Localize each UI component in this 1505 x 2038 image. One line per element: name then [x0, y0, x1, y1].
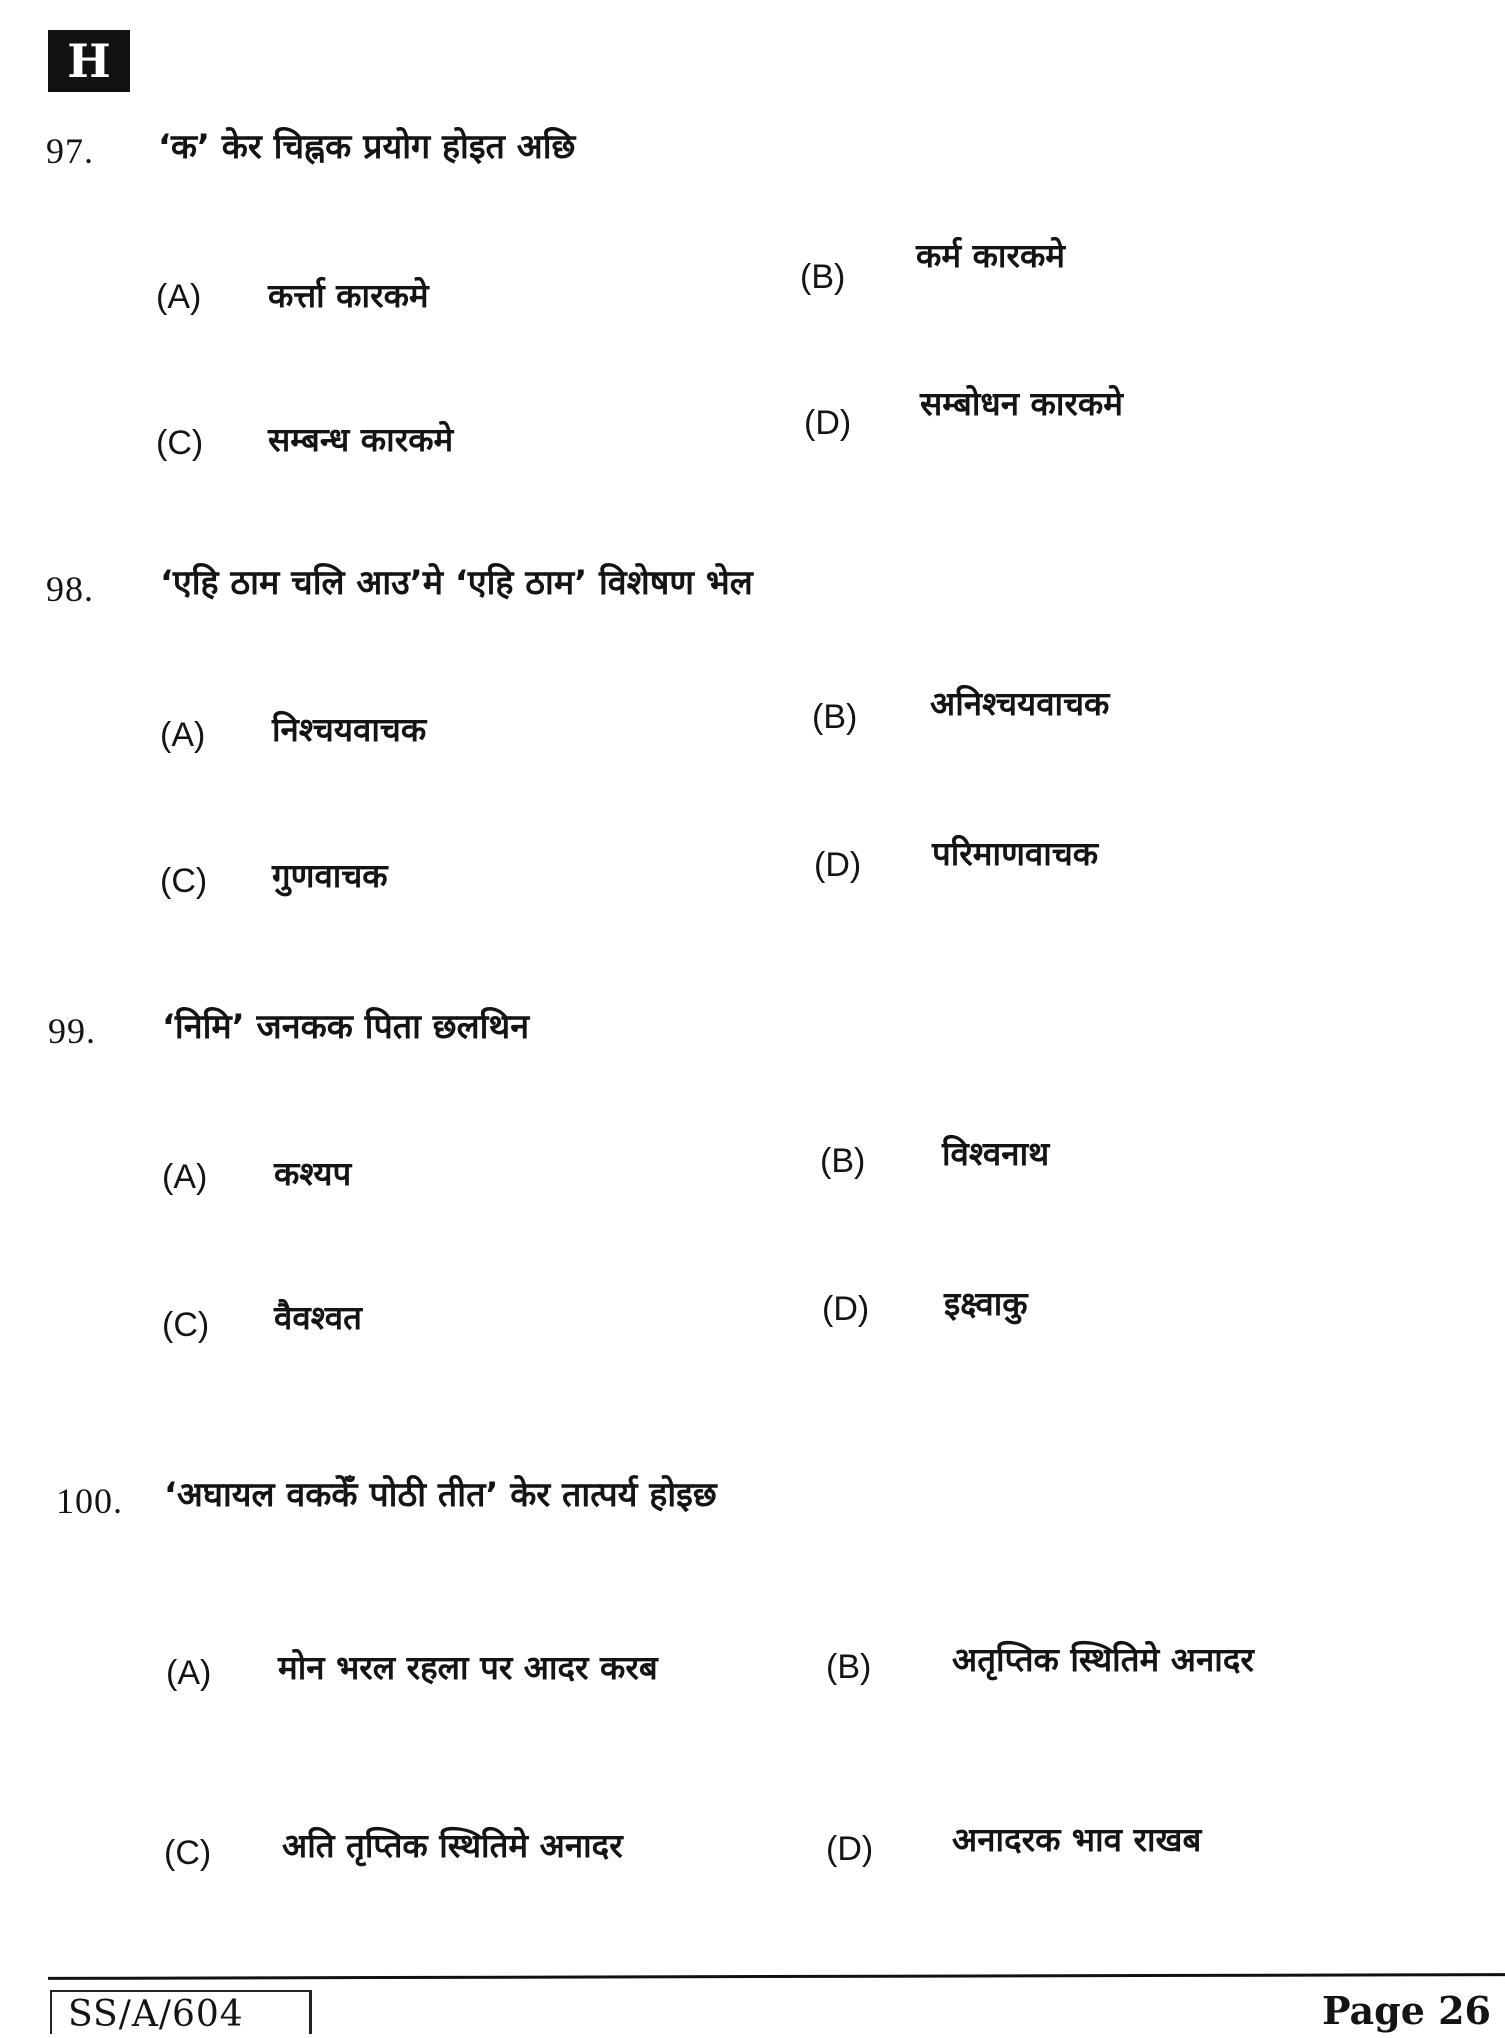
option-text-d[interactable]: सम्बोधन कारकमे: [920, 384, 1123, 423]
question-text: ‘निमि’ जनकक पिता छलथिन: [162, 1007, 530, 1047]
option-text-a[interactable]: निश्चयवाचक: [272, 710, 427, 749]
option-label-b: (B): [800, 258, 846, 296]
paper-code: SS/A/604: [50, 1990, 312, 2034]
option-text-c[interactable]: गुणवाचक: [272, 856, 388, 895]
option-label-a: (A): [160, 716, 206, 754]
question-text: ‘क’ केर चिह्नक प्रयोग होइत अछि: [158, 127, 576, 167]
question-text: ‘अघायल वककेँ पोठी तीत’ केर तात्पर्य होइछ: [164, 1475, 717, 1515]
question-number: 98.: [46, 569, 94, 609]
option-text-b[interactable]: विश्वनाथ: [942, 1134, 1050, 1173]
question-number: 100.: [56, 1481, 123, 1521]
option-label-d: (D): [822, 1290, 870, 1328]
question-number: 97.: [46, 131, 94, 171]
option-label-b: (B): [826, 1648, 872, 1686]
option-label-d: (D): [804, 404, 852, 442]
option-label-d: (D): [826, 1830, 874, 1868]
option-text-c[interactable]: सम्बन्ध कारकमे: [268, 420, 454, 459]
option-label-d: (D): [814, 846, 862, 884]
option-text-d[interactable]: परिमाणवाचक: [932, 834, 1099, 873]
option-text-d[interactable]: इक्ष्वाकु: [944, 1284, 1028, 1323]
option-label-c: (C): [164, 1834, 212, 1872]
option-label-c: (C): [162, 1306, 210, 1344]
option-label-b: (B): [820, 1142, 866, 1180]
option-text-a[interactable]: कश्यप: [274, 1154, 352, 1193]
option-text-a[interactable]: मोन भरल रहला पर आदर करब: [278, 1648, 658, 1687]
option-label-a: (A): [162, 1158, 208, 1196]
option-label-a: (A): [166, 1654, 212, 1692]
option-label-a: (A): [156, 278, 202, 316]
option-text-b[interactable]: अनिश्चयवाचक: [930, 684, 1110, 723]
option-label-b: (B): [812, 698, 858, 736]
option-text-d[interactable]: अनादरक भाव राखब: [952, 1820, 1202, 1859]
footer-divider: [48, 1973, 1505, 1980]
option-label-c: (C): [160, 862, 208, 900]
option-text-c[interactable]: अति तृप्तिक स्थितिमे अनादर: [282, 1826, 623, 1865]
option-text-b[interactable]: कर्म कारकमे: [916, 236, 1066, 275]
option-text-a[interactable]: कर्त्ता कारकमे: [268, 276, 429, 315]
option-text-b[interactable]: अतृप्तिक स्थितिमे अनादर: [952, 1640, 1254, 1679]
option-label-c: (C): [156, 424, 204, 462]
option-text-c[interactable]: वैवश्वत: [274, 1298, 362, 1337]
question-number: 99.: [48, 1011, 96, 1051]
question-text: ‘एहि ठाम चलि आउ’मे ‘एहि ठाम’ विशेषण भेल: [160, 563, 753, 603]
page-number: Page 26: [1321, 1988, 1491, 2033]
set-code-badge: H: [48, 30, 130, 92]
